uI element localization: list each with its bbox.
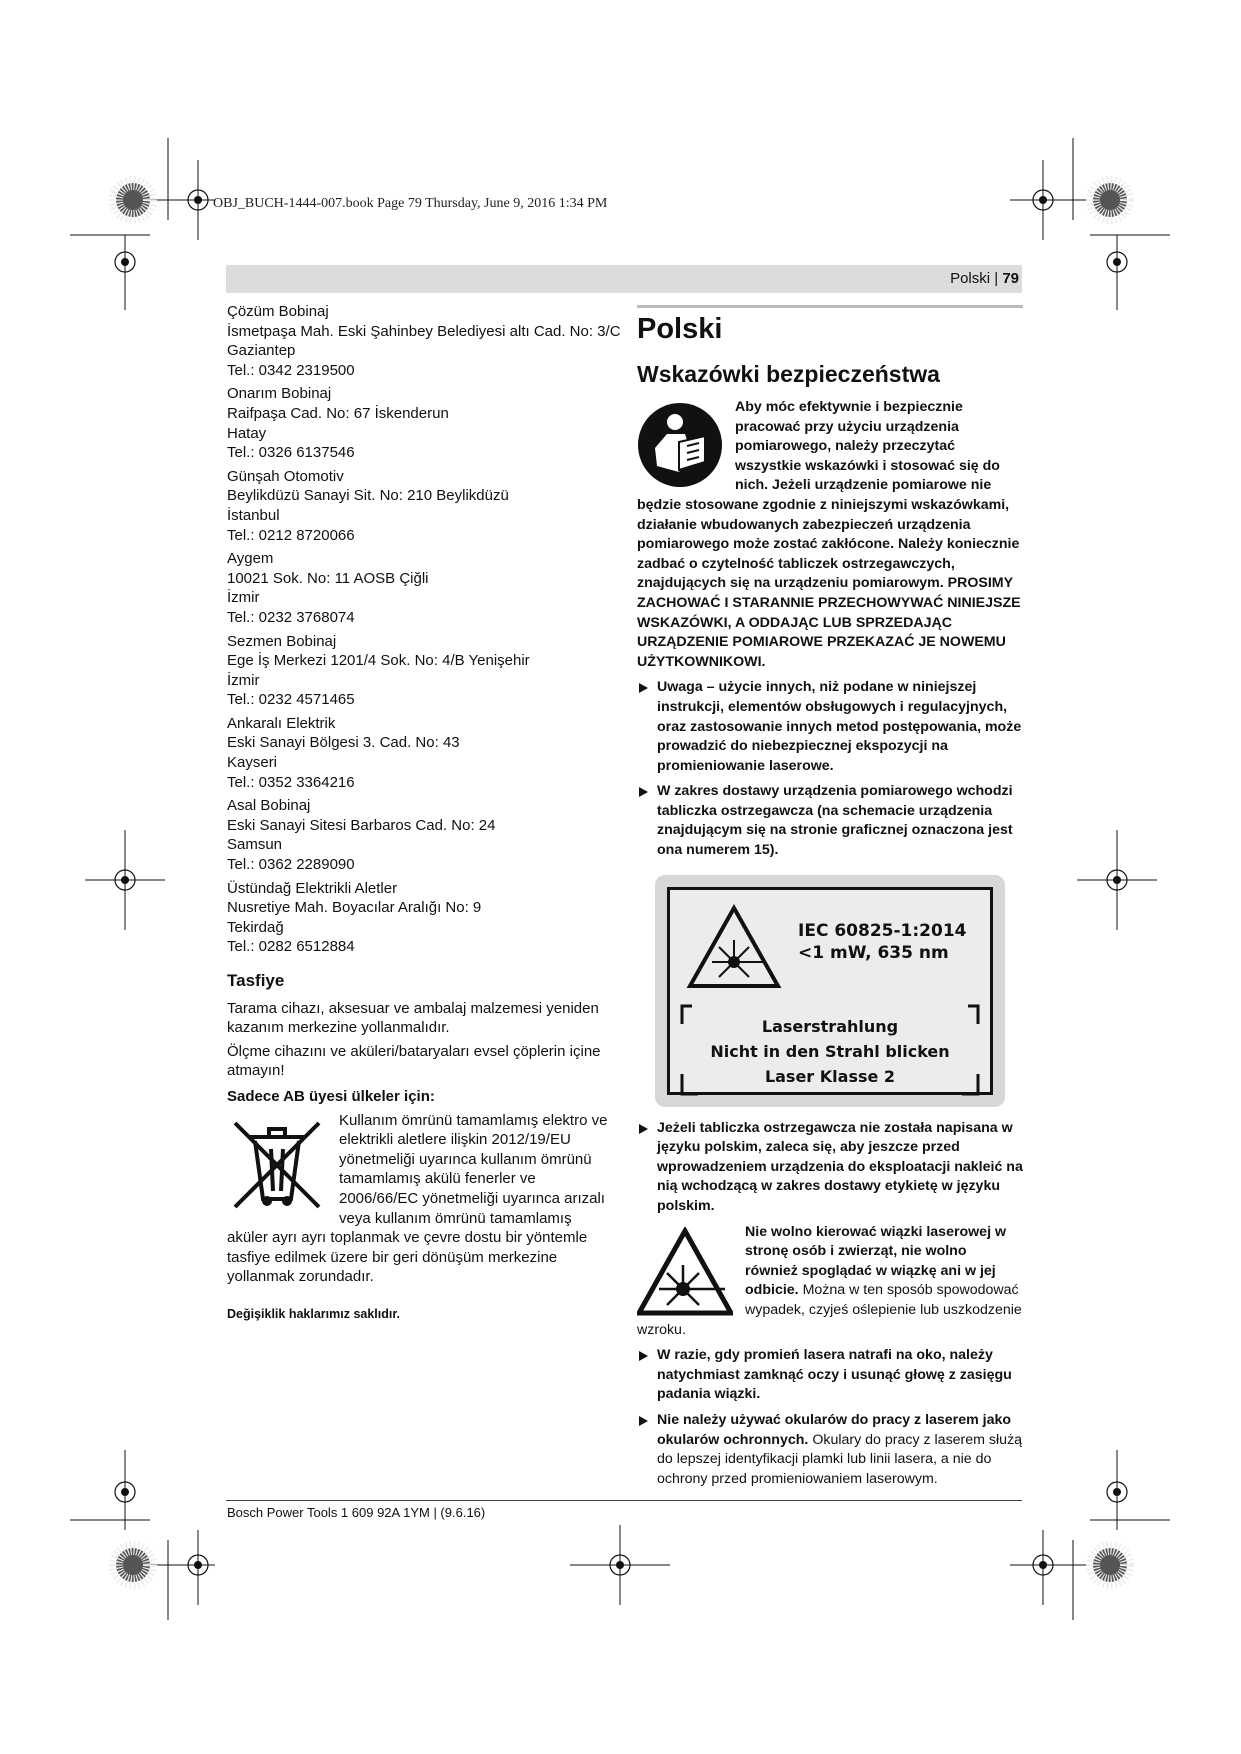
page-footer: Bosch Power Tools 1 609 92A 1YM | (9.6.16)	[227, 1505, 486, 1520]
safety-intro-text: Aby móc efektywnie i bezpiecznie pracować przy użyciu urządzenia pomiarowego, należy przeczytać wszystkie wskazówki i stosować się do nich. Jeżeli urządzenie pomiarowe nie będzie stosowane zgodnie z niniejszymi wskazówkami, działanie wbudowanych zabezpieczeń urządzenia pomiarowego może zostać zakłócone. Należy koniecznie zadbać o czytelność tabliczek ostrzegawczych, znajdujących się na urządzeniu pomiarowym. PROSIMY ZACHOWAĆ I STARANNIE PRZECHOWYWAĆ NINIEJSZE WSKAZÓWKI, A ODDAJĄC LUB SPRZEDAJĄC URZĄDZENIE POMIAROWE PRZEKAZAĆ JE NOWEMU UŻYTKOWNIKOWI.	[637, 399, 1021, 670]
address-entry: Günşah Otomotiv Beylikdüzü Sanayi Sit. No: 210 Beylikdüzü İstanbul Tel.: 0212 8720066	[227, 467, 509, 544]
page-number: 79	[1002, 270, 1019, 287]
crossed-bin-icon	[227, 1113, 327, 1213]
bullet-item: Uwaga – użycie innych, niż podane w niniejszej instrukcji, elementów obsługowych i regulacyjnych, oraz zastosowanie innych metod postępowania, może prowadzić do niebezpiecznej ekspozycji na promieniowanie laserowe.	[637, 678, 1023, 776]
address-entry: Sezmen Bobinaj Ege İş Merkezi 1201/4 Sok. No: 4/B Yenişehir İzmir Tel.: 0232 4571465	[227, 632, 530, 709]
laser-hazard-icon	[686, 904, 782, 990]
address-entry: Onarım Bobinaj Raifpaşa Cad. No: 67 İskenderun Hatay Tel.: 0326 6137546	[227, 385, 449, 462]
address-entry: Asal Bobinaj Eski Sanayi Sitesi Barbaros Cad. No: 24 Samsun Tel.: 0362 2289090	[227, 797, 496, 874]
footer-rule	[226, 1500, 1022, 1501]
rights-reserved-note: Değişiklik haklarımız saklıdır.	[227, 1306, 401, 1321]
bullet-item: W razie, gdy promień lasera natrafi na oko, należy natychmiast zamknąć oczy i usunąć głowę z zasięgu padania wiązki.	[637, 1346, 1023, 1405]
header-language: Polski	[950, 270, 991, 287]
beam-warning-bold: Nie wolno kierować wiązki laserowej w stronę osób i zwierząt, nie wolno również spoglądać w wiązkę ani w jej odbicie.	[745, 1223, 1006, 1299]
read-manual-icon	[637, 402, 723, 488]
beam-warning-block	[637, 1223, 1023, 1341]
eu-disposal-block	[227, 1111, 611, 1287]
address-entry: Ankaralı Elektrik Eski Sanayi Bölgesi 3. Cad. No: 43 Kayseri Tel.: 0352 3364216	[227, 714, 460, 791]
safety-intro	[637, 398, 1023, 672]
address-entry: Aygem 10021 Sok. No: 11 AOSB Çiğli İzmir Tel.: 0232 3768074	[227, 550, 429, 626]
safety-heading: Wskazówki bezpieczeństwa	[637, 361, 940, 387]
iec-standard-text: IEC 60825-1:2014 <1 mW, 635 nm	[798, 920, 967, 963]
laser-warning-icon	[637, 1227, 733, 1317]
address-entry: Çözüm Bobinaj İsmetpaşa Mah. Eski Şahinbey Belediyesi altı Cad. No: 3/C Gaziantep Tel.: 0342 2319500	[227, 303, 621, 379]
header-band	[226, 265, 1022, 293]
book-info-line: OBJ_BUCH-1444-007.book Page 79 Thursday, June 9, 2016 1:34 PM	[213, 196, 608, 211]
tasfiye-paragraph-1: Tarama cihazı, aksesuar ve ambalaj malzemesi yeniden kazanım merkezine yollanmalıdır.	[227, 999, 599, 1037]
tasfiye-paragraph-2: Ölçme cihazını ve aküleri/bataryaları evsel çöplerin içine atmayın!	[227, 1042, 601, 1080]
left-column	[227, 302, 621, 1325]
eu-heading: Sadece AB üyesi ülkeler için:	[227, 1087, 435, 1105]
tasfiye-heading: Tasfiye	[227, 971, 285, 990]
right-column	[637, 302, 1023, 1495]
section-title: Polski	[637, 313, 723, 345]
bullet-item: Nie należy używać okularów do pracy z laserem jako okularów ochronnych. Okulary do pracy z laserem służą do lepszej identyfikacji plamki lub linii lasera, a nie do ochrony przed promieniowaniem laserowym.	[637, 1411, 1023, 1489]
page-header: Polski | 79	[950, 270, 1019, 287]
address-entry: Üstündağ Elektrikli Aletler Nusretiye Mah. Boyacılar Aralığı No: 9 Tekirdağ Tel.: 0282 6512884	[227, 879, 482, 956]
laser-warning-label	[655, 875, 1005, 1107]
address-list	[227, 302, 621, 957]
eu-disposal-text: Kullanım ömrünü tamamlamış elektro ve elektrikli aletlere ilişkin 2012/19/EU yönetmeliği uyarınca kullanım ömrünü tamamlamış akülü fenerler ve 2006/66/EC yönetmeliği uyarınca arızalı veya kullanım ömrünü tamamlamış aküler ayrı ayrı toplanmak ve çevre dostu bir yöntemle tasfiye edilmek üzere bir geri dönüşüm merkezine yollanmak zorundadır.	[227, 1111, 608, 1286]
bullet-item: Jeżeli tabliczka ostrzegawcza nie została napisana w języku polskim, zaleca się, aby jeszcze przed wprowadzeniem urządzenia do eksploatacji nakleić na nią wchodzącą w zakres dostawy etykietę w języku polskim.	[637, 1119, 1023, 1217]
laser-class-text: Laserstrahlung Nicht in den Strahl blicken Laser Klasse 2	[710, 1016, 950, 1086]
beam-warning-text: Można w ten sposób spowodować wypadek, czyjeś oślepienie lub uszkodzenie wzroku.	[637, 1282, 1022, 1338]
bullet-item: W zakres dostawy urządzenia pomiarowego wchodzi tabliczka ostrzegawcza (na schemacie urządzenia znajdującym się na stronie graficznej oznaczona jest ona numerem 15).	[637, 782, 1023, 860]
